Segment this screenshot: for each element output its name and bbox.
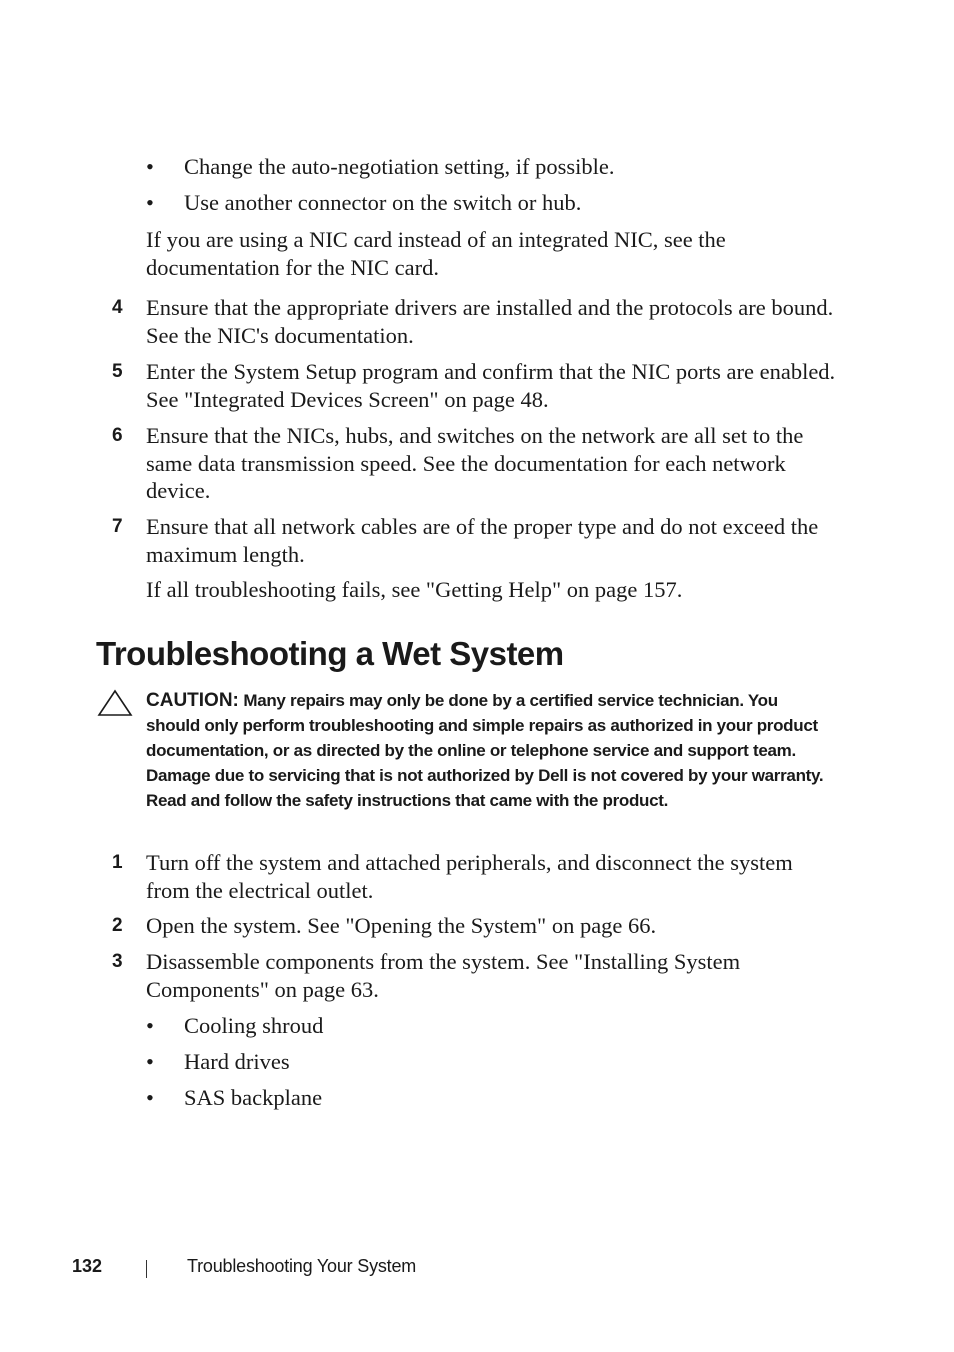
step-number: 5 bbox=[112, 361, 123, 382]
chapter-title: Troubleshooting Your System bbox=[187, 1256, 417, 1276]
step-text: Ensure that all network cables are of the proper type and do not exceed the maximum length. bbox=[146, 514, 819, 567]
bullet-text: Cooling shroud bbox=[184, 1013, 324, 1038]
step-number: 6 bbox=[112, 425, 123, 446]
bullet-text: Use another connector on the switch or hub. bbox=[184, 190, 582, 215]
help-note: If all troubleshooting fails, see "Getting Help" on page 157. bbox=[146, 577, 683, 602]
step-number: 2 bbox=[112, 915, 123, 936]
bullet-text: Change the auto-negotiation setting, if possible. bbox=[184, 154, 615, 179]
caution-label: CAUTION: bbox=[146, 690, 239, 711]
step-number: 7 bbox=[112, 516, 123, 537]
step-number: 4 bbox=[112, 297, 123, 318]
caution-text: Many repairs may only be done by a certified service technician. You should only perform troubleshooting and simple repairs as authorized in your product documentation, or as directed by the online or telephone service and support team. Damage due to servicing that is not authorized by Dell is not covered by your warranty. Read and follow the safety instructions that came with the product. bbox=[146, 691, 824, 810]
step-number: 1 bbox=[112, 852, 123, 873]
step-text: Enter the System Setup program and confirm that the NIC ports are enabled. See "Integrated Devices Screen" on page 48. bbox=[146, 359, 836, 412]
step-text: Ensure that the NICs, hubs, and switches on the network are all set to the same data transmission speed. See the documentation for each network device. bbox=[146, 423, 804, 503]
caution-note bbox=[146, 688, 826, 813]
step-text: Turn off the system and attached peripherals, and disconnect the system from the electrical outlet. bbox=[146, 850, 793, 903]
page-number: 132 bbox=[72, 1256, 103, 1276]
bullet-text: SAS backplane bbox=[184, 1085, 323, 1110]
bullet-dot: • bbox=[146, 1013, 154, 1038]
caution-triangle-icon bbox=[97, 689, 133, 717]
nic-note: If you are using a NIC card instead of an integrated NIC, see the documentation for the NIC card. bbox=[146, 227, 726, 280]
bullet-dot: • bbox=[146, 190, 154, 215]
step-number: 3 bbox=[112, 951, 123, 972]
bullet-dot: • bbox=[146, 154, 154, 179]
step-text: Ensure that the appropriate drivers are installed and the protocols are bound. See the NIC's documentation. bbox=[146, 295, 834, 348]
step-text: Open the system. See "Opening the System" on page 66. bbox=[146, 913, 657, 938]
bullet-dot: • bbox=[146, 1049, 154, 1074]
bullet-text: Hard drives bbox=[184, 1049, 290, 1074]
section-title: Troubleshooting a Wet System bbox=[96, 635, 564, 672]
footer-divider bbox=[146, 1260, 147, 1278]
bullet-dot: • bbox=[146, 1085, 154, 1110]
step-text: Disassemble components from the system. See "Installing System Components" on page 63. bbox=[146, 949, 741, 1002]
